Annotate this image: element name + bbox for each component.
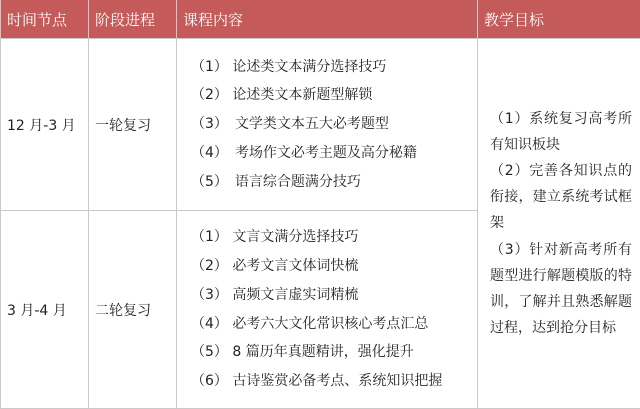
time-cell: 12 月-3 月 [1, 39, 89, 211]
course-item: （4） 必考六大文化常识核心考点汇总 [191, 310, 471, 339]
course-item: （5） 语言综合题满分技巧 [191, 168, 471, 197]
header-goal: 教学目标 [478, 0, 640, 39]
course-item: （3） 文学类文本五大必考题型 [191, 110, 471, 139]
goal-item: （2）完善各知识点的衔接，建立系统考试框架 [490, 158, 632, 237]
course-item: （3） 高频文言虚实词精梳 [191, 281, 471, 310]
course-item: （6） 古诗鉴赏必备考点、系统知识把握 [191, 367, 471, 396]
table-row [1, 39, 640, 211]
course-item: （1） 文言文满分选择技巧 [191, 223, 471, 252]
stage-cell: 二轮复习 [89, 211, 177, 409]
header-time: 时间节点 [1, 0, 89, 39]
header-course: 课程内容 [177, 0, 478, 39]
goal-item: （1）系统复习高考所有知识板块 [490, 106, 632, 158]
course-item: （1） 论述类文本满分选择技巧 [191, 53, 471, 82]
course-item: （5） 8 篇历年真题精讲，强化提升 [191, 338, 471, 367]
goal-item: （3）针对新高考所有题型进行解题模版的特训，了解并且熟悉解题过程，达到抢分目标 [490, 237, 632, 342]
course-item: （2） 论述类文本新题型解锁 [191, 81, 471, 110]
time-cell: 3 月-4 月 [1, 211, 89, 409]
course-cell [177, 39, 478, 211]
header-row [1, 0, 640, 39]
header-stage: 阶段进程 [89, 0, 177, 39]
goal-cell [478, 39, 640, 409]
course-item: （2） 必考文言文体词快梳 [191, 252, 471, 281]
stage-cell: 一轮复习 [89, 39, 177, 211]
course-item: （4） 考场作文必考主题及高分秘籍 [191, 139, 471, 168]
course-cell [177, 211, 478, 409]
